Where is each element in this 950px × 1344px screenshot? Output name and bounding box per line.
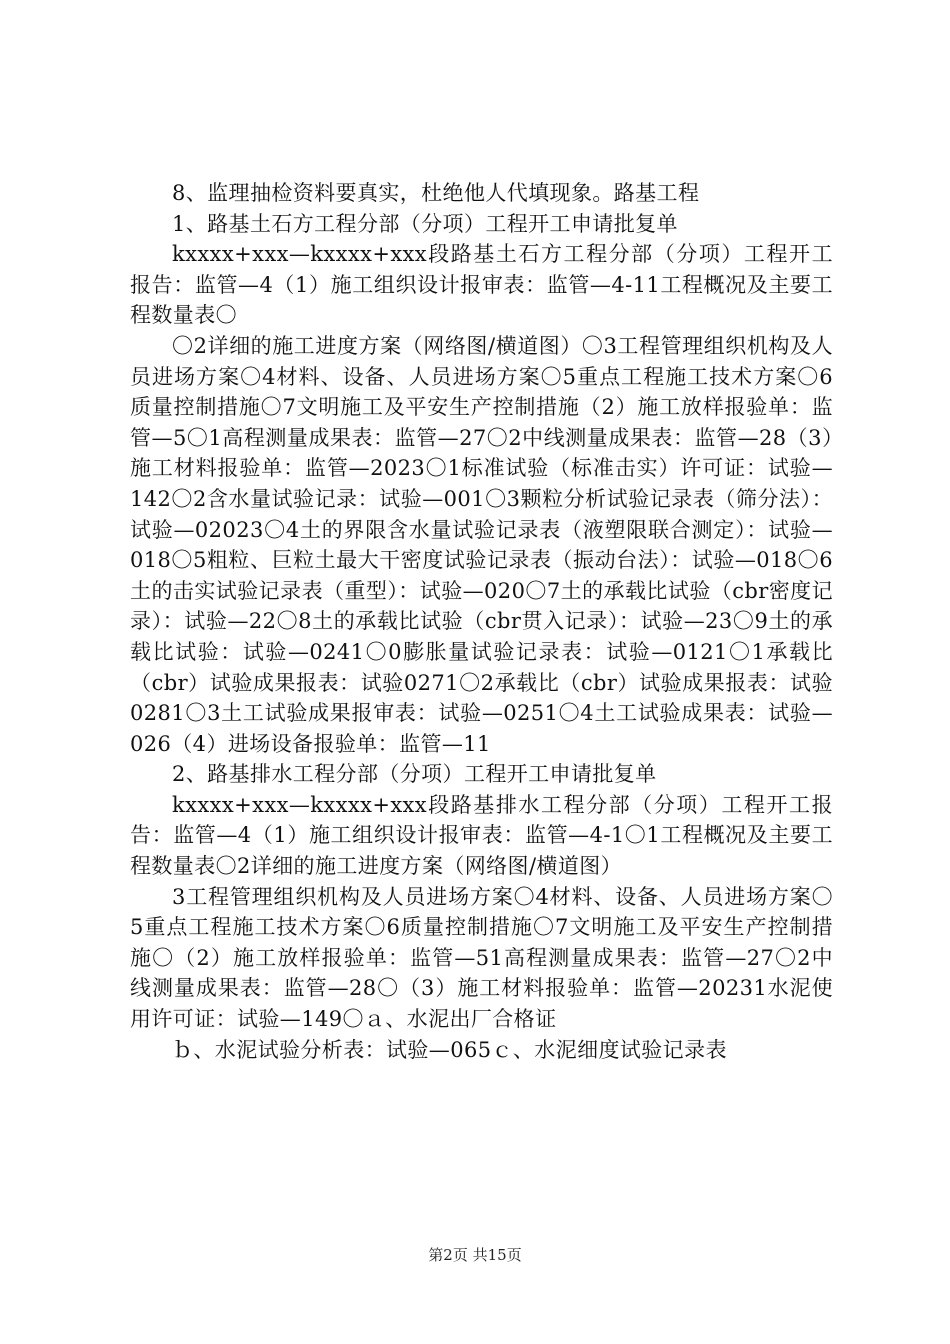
- page-number-footer: 第2页 共15页: [428, 1246, 522, 1264]
- paragraph: kxxxx+xxx—kxxxx+xxx段路基土石方工程分部（分项）工程开工报告：监管—4（1）施工组织设计报审表：监管—4-11工程概况及主要工程数量表〇: [130, 242, 833, 328]
- paragraph: 8、监理抽检资料要真实，杜绝他人代填现象。路基工程: [172, 181, 700, 205]
- document-body: [130, 178, 833, 1065]
- paragraph: 2、路基排水工程分部（分项）工程开工申请批复单: [172, 762, 657, 787]
- paragraph: 1、路基土石方工程分部（分项）工程开工申请批复单: [172, 211, 678, 236]
- paragraph: 〇2详细的施工进度方案（网络图/横道图）〇3工程管理组织机构及人员进场方案〇4材料、设备、人员进场方案〇5重点工程施工技术方案〇6质量控制措施〇7文明施工及平安生产控制措施（2）施工放样报验单：监管—5〇1高程测量成果表：监管—27〇2中线测量成果表：监管—28（3）施工材料报验单：监管—2023〇1标准试验（标准击实）许可证：试验—142〇2含水量试验记录：试验—001〇3颗粒分析试验记录表（筛分法）：试验—02023〇4土的界限含水量试验记录表（液塑限联合测定）：试验—018〇5粗粒、巨粒土最大干密度试验记录表（振动台法）：试验—018〇6土的击实试验记录表（重型）：试验—020〇7土的承载比试验（cbr密度记录）：试验—22〇8土的承载比试验（cbr贯入记录）：试验—23〇9土的承载比试验：试验—0241〇0膨胀量试验记录表：试验—0121〇1承载比（cbr）试验成果报表：试验0271〇2承载比（cbr）试验成果报表：试验0281〇3土工试验成果报审表：试验—0251〇4土工试验成果表：试验—026（4）进场设备报验单：监管—11: [130, 333, 833, 756]
- paragraph: kxxxx+xxx—kxxxx+xxx段路基排水工程分部（分项）工程开工报告：监管—4（1）施工组织设计报审表：监管—4-1〇1工程概况及主要工程数量表〇2详细的施工进度方案（网络图/横道图）: [130, 792, 833, 879]
- paragraph: ｂ、水泥试验分析表：试验—065ｃ、水泥细度试验记录表: [172, 1037, 727, 1062]
- paragraph: 3工程管理组织机构及人员进场方案〇4材料、设备、人员进场方案〇5重点工程施工技术方案〇6质量控制措施〇7文明施工及平安生产控制措施〇（2）施工放样报验单：监管—51高程测量成果表：监管—27〇2中线测量成果表：监管—28〇（3）施工材料报验单：监管—20231水泥使用许可证：试验—149〇ａ、水泥出厂合格证: [130, 884, 833, 1032]
